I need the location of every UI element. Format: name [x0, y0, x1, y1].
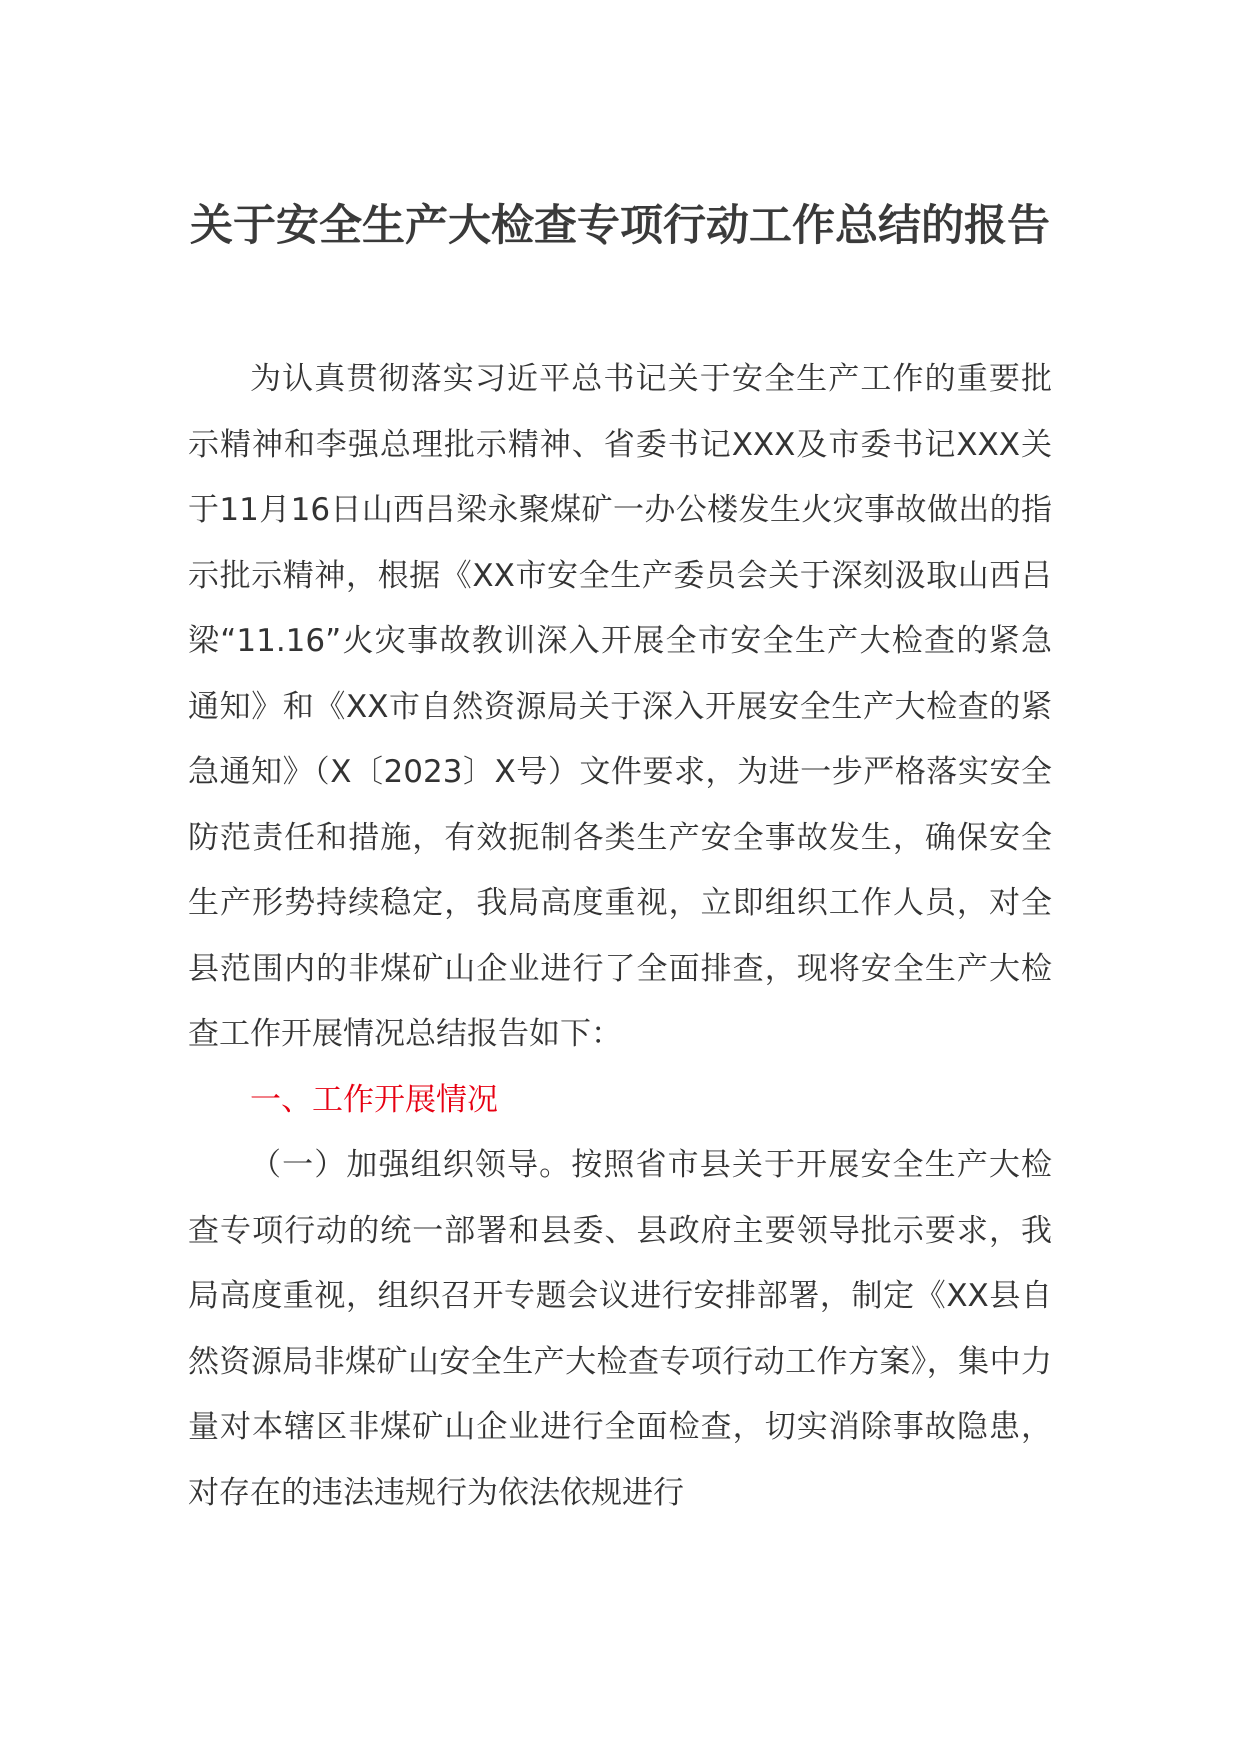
section-heading: 一、工作开展情况: [250, 1081, 498, 1118]
document-title: 关于安全生产大检查专项行动工作总结的报告: [190, 201, 1050, 251]
section-paragraph: （一）加强组织领导。按照省市县关于开展安全生产大检查专项行动的统一部署和县委、县政府主要领导批示要求，我局高度重视，组织召开专题会议进行安排部署，制定《XX县自然资源局非煤矿山安全生产大检查专项行动工作方案》，集中力量对本辖区非煤矿山企业进行全面检查，切实消除事故隐患，对存在的违法违规行为依法依规进行: [188, 1147, 1052, 1511]
document-body: [188, 347, 1052, 1526]
intro-paragraph: 为认真贯彻落实习近平总书记关于安全生产工作的重要批示精神和李强总理批示精神、省委书记XXX及市委书记XXX关于11月16日山西吕梁永聚煤矿一办公楼发生火灾事故做出的指示批示精神，根据《XX市安全生产委员会关于深刻汲取山西吕梁“11.16”火灾事故教训深入开展全市安全生产大检查的紧急通知》和《XX市自然资源局关于深入开展安全生产大检查的紧急通知》（X〔2023〕X号）文件要求，为进一步严格落实安全防范责任和措施，有效扼制各类生产安全事故发生，确保安全生产形势持续稳定，我局高度重视，立即组织工作人员，对全县范围内的非煤矿山企业进行了全面排查，现将安全生产大检查工作开展情况总结报告如下：: [188, 361, 1052, 1052]
